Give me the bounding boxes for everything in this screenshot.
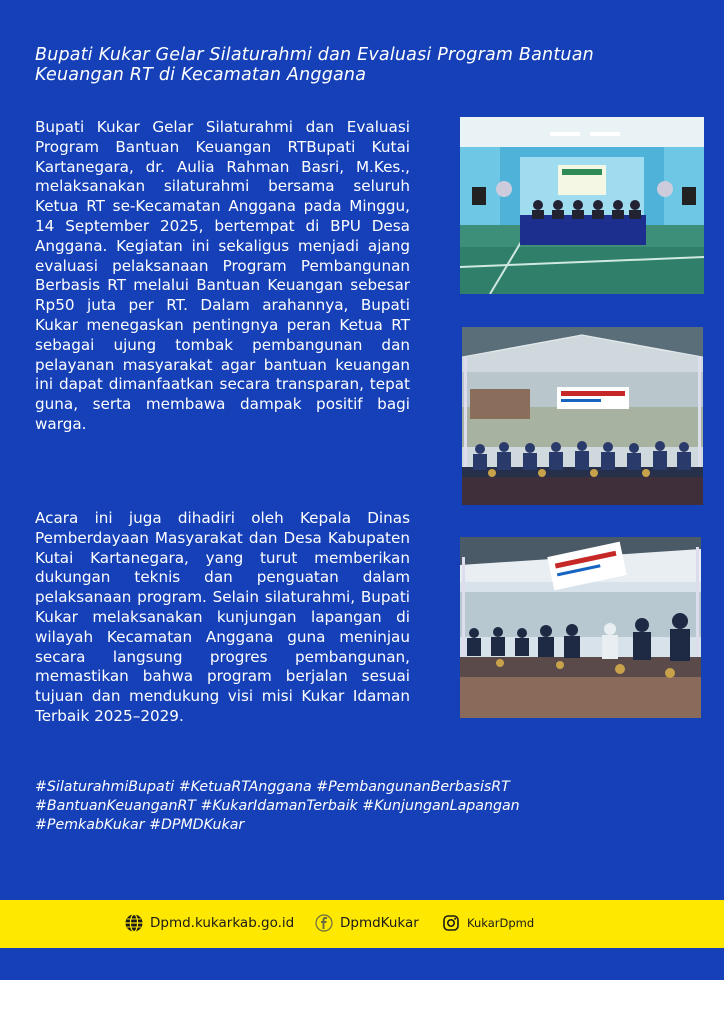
page-title: Bupati Kukar Gelar Silaturahmi dan Evaluasi Program Bantuan Keuangan RT di Kecamatan Anggana: [35, 45, 594, 85]
hashtags: [35, 778, 655, 835]
facebook-icon: [314, 913, 334, 933]
instagram-label: KukarDpmd: [467, 916, 535, 930]
hashtag-line: #BantuanKeuanganRT #KukarIdamanTerbaik #KunjunganLapangan: [35, 798, 520, 814]
article-paragraph-1: Bupati Kukar Gelar Silaturahmi dan Evaluasi Program Bantuan Keuangan RTBupati Kutai Kartanegara, dr. Aulia Rahman Basri, M.Kes., melaksanakan silaturahmi bersama seluruh Ketua RT se-Kecamatan Anggana pada Minggu, 14 September 2025, bertempat di BPU Desa Anggana. Kegiatan ini sekaligus menjadi ajang evaluasi pelaksanaan Program Pembangunan Berbasis RT melalui Bantuan Keuangan sebesar Rp50 juta per RT. Dalam arahannya, Bupati Kukar menegaskan pentingnya peran Ketua RT sebagai ujung tombak pembangunan dan pelayanan masyarakat agar bantuan keuangan ini dapat dimanfaatkan secara transparan, tepat guna, serta membawa dampak positif bagi warga.: [35, 118, 410, 433]
hashtag-line: #PemkabKukar #DPMDKukar: [35, 817, 245, 833]
globe-icon: [124, 913, 144, 933]
website-label: Dpmd.kukarkab.go.id: [150, 915, 295, 931]
footer-website[interactable]: [124, 912, 294, 934]
photo-indoor-meeting: [460, 117, 704, 294]
photo-field-visit: [460, 537, 701, 718]
article-paragraph-2: Acara ini juga dihadiri oleh Kepala Dinas Pemberdayaan Masyarakat dan Desa Kabupaten Kutai Kartanegara, yang turut memberikan dukungan teknis dan penguatan dalam pelaksanaan program. Selain silaturahmi, Bupati Kukar melaksanakan kunjungan lapangan di wilayah Kecamatan Anggana guna meninjau secara langsung progres pembangunan, memastikan bahwa program berjalan sesuai tujuan dan mendukung visi misi Kukar Idaman Terbaik 2025–2029.: [35, 509, 410, 725]
photo-riverside-gathering: [462, 327, 703, 505]
footer-facebook[interactable]: [314, 912, 419, 934]
facebook-label: DpmdKukar: [340, 915, 419, 931]
footer-instagram[interactable]: [441, 912, 534, 934]
instagram-icon: [441, 913, 461, 933]
hashtag-line: #SilaturahmiBupati #KetuaRTAnggana #PembangunanBerbasisRT: [35, 779, 510, 795]
